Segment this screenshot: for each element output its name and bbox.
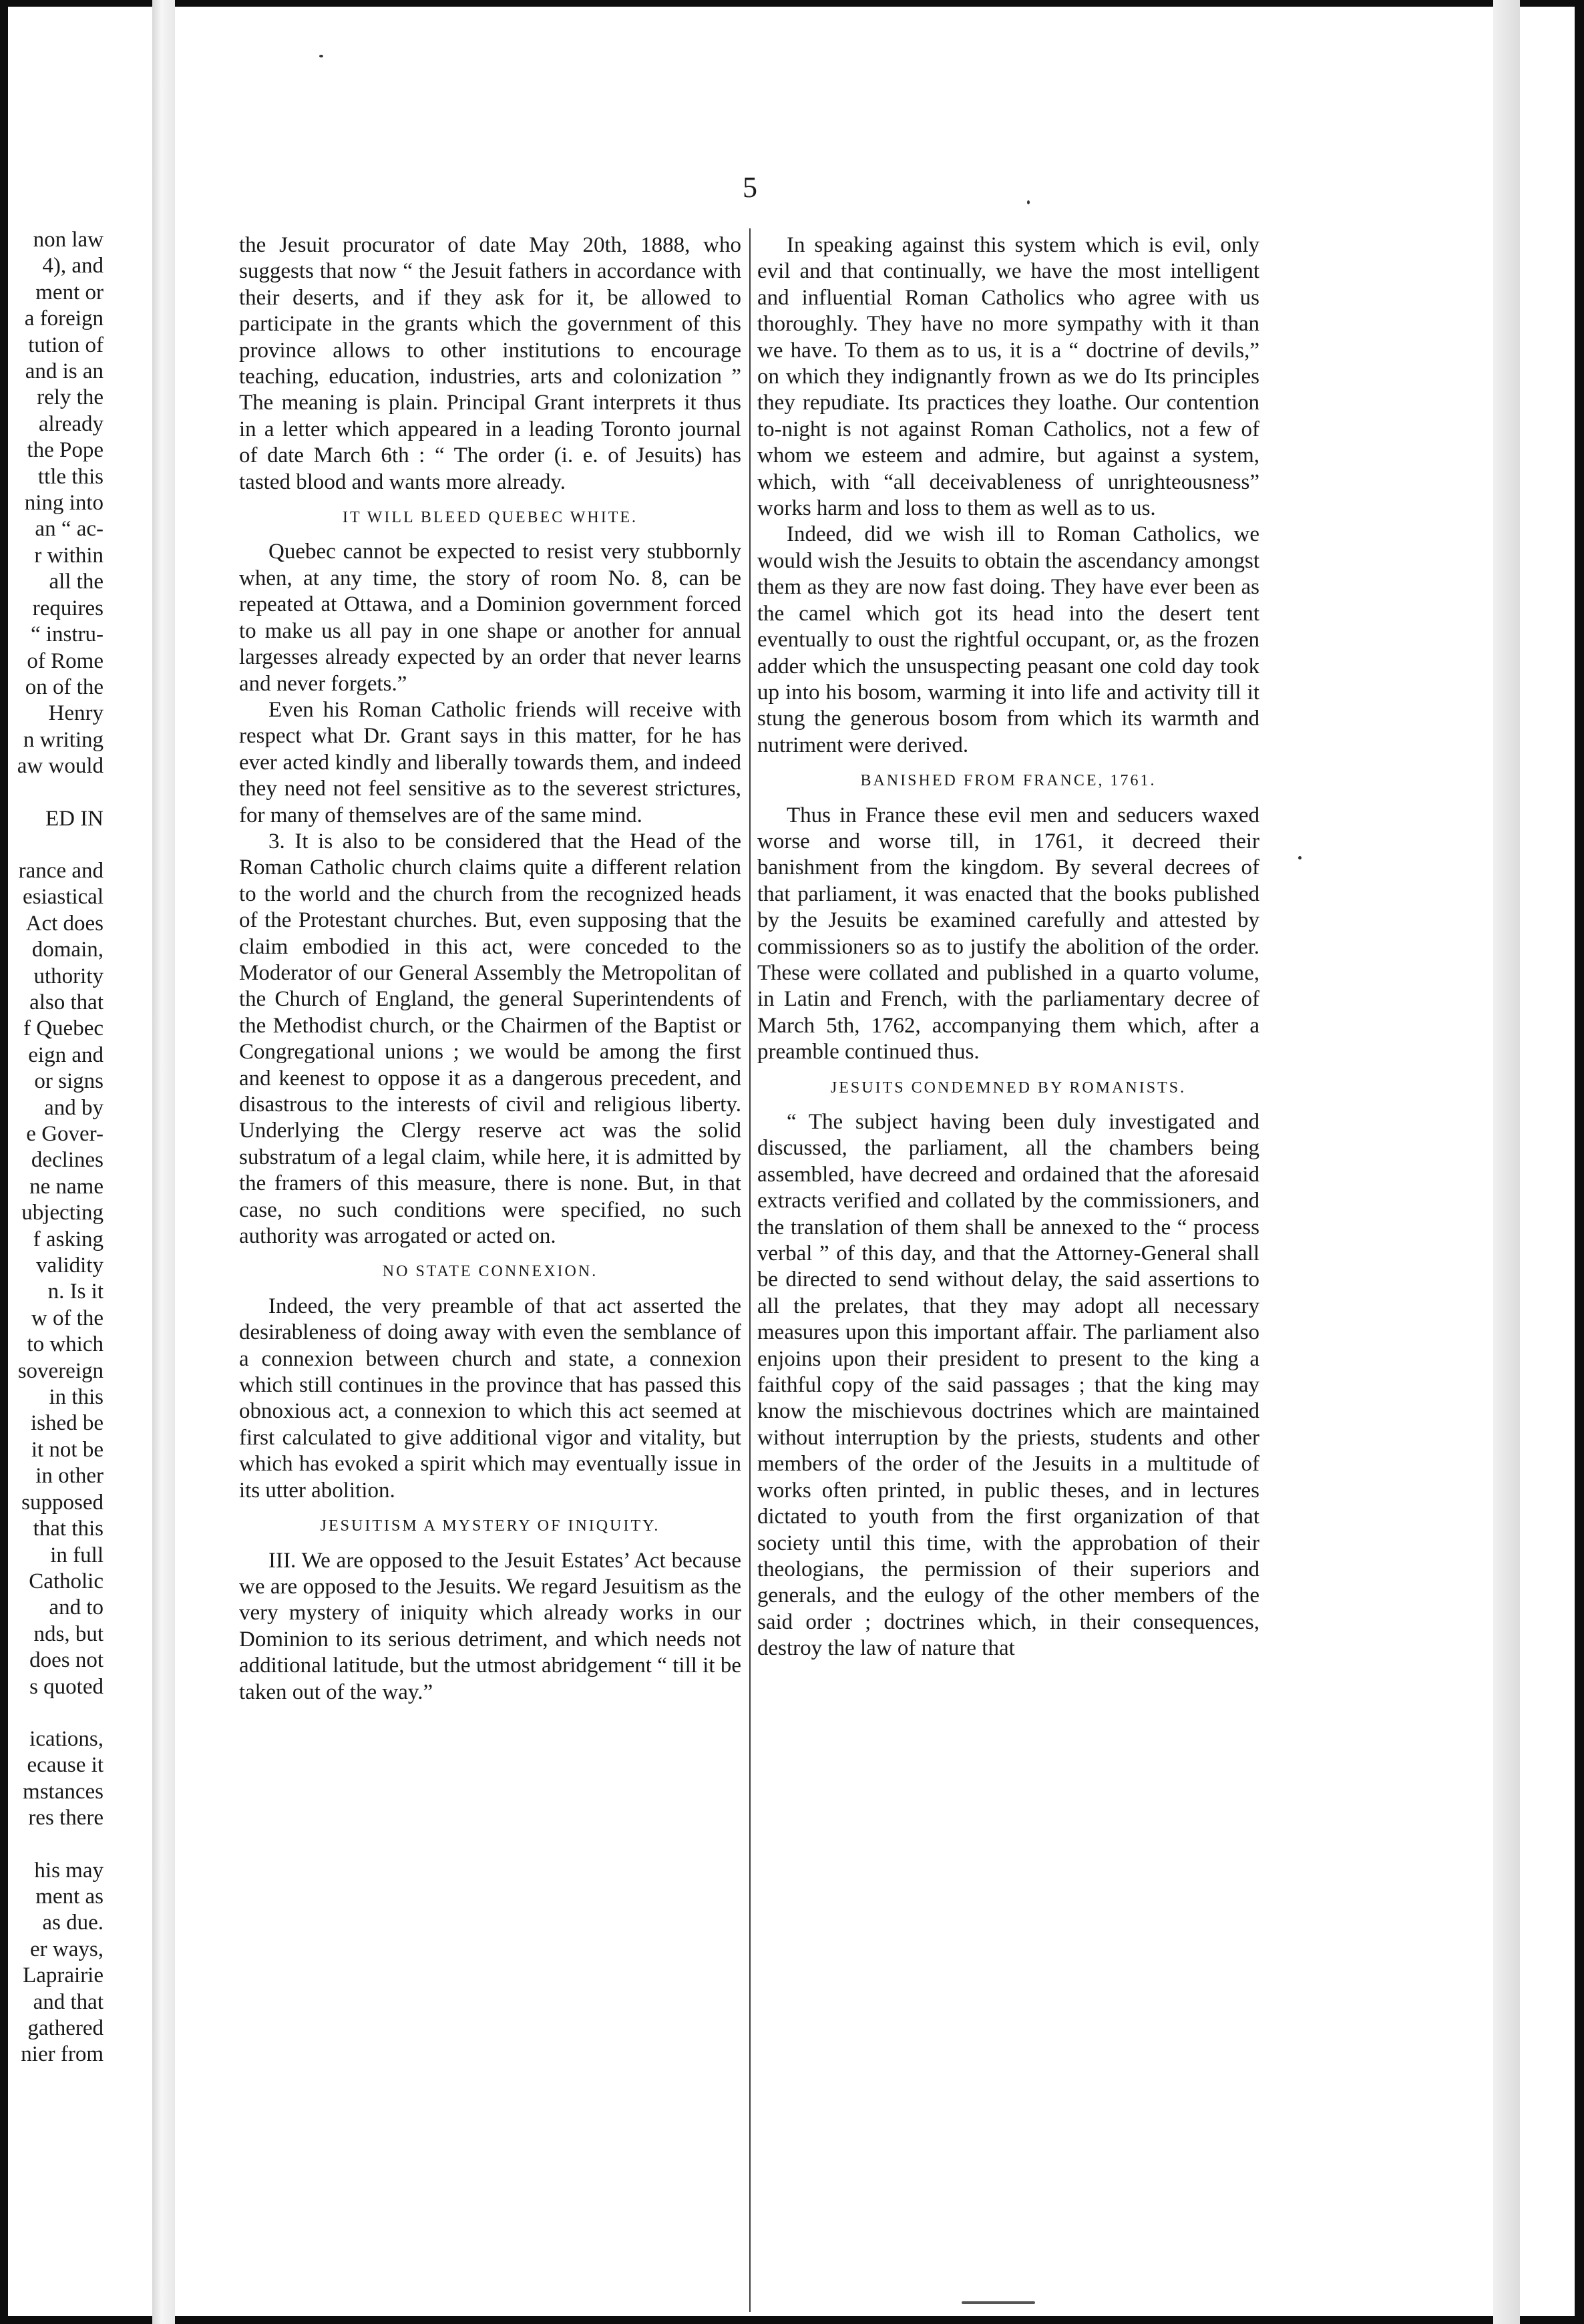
section-heading: BANISHED FROM FRANCE, 1761. (860, 772, 1157, 790)
prev-page-line: tution of (28, 333, 104, 357)
prev-page-line: as due. (42, 1911, 104, 1935)
prev-page-line: res there (28, 1806, 104, 1830)
prev-page-line: non law (33, 228, 104, 252)
paragraph: Indeed, the very preamble of that act asserted the desirableness of doing away with even the semblance of a connexion between church and state, a connexion which still continues in the province that has passed this obnoxious act, a connexion to which this act seemed at first calculated to give additional vigor and vitality, but which has evoked a spirit which may eventually issue in its utter abolition. (239, 1294, 741, 1503)
prev-page-line: mstances (23, 1779, 104, 1804)
prev-page-line: f asking (33, 1227, 104, 1251)
prev-page-line: in other (35, 1464, 104, 1489)
prev-page-line: nier from (21, 2042, 104, 2067)
paragraph: Thus in France these evil men and seducers waxed worse and worse till, in 1761, it decreed their banishment from the kingdom. By several decrees of that parliament, it was enacted that the books published by the Jesuits be examined carefully and attested by commissioners so as to justify the abolition of the order. These were collated and published in a quarto volume, in Latin and French, with the parliamentary decree of March 5th, 1762, accompanying them which, after a preamble continued thus. (757, 803, 1259, 1064)
scan-speck (1027, 200, 1030, 204)
prev-page-line: aw would (17, 754, 104, 779)
scan-border-right (1575, 0, 1584, 2324)
right-column (757, 232, 1259, 1662)
prev-page-line: f Quebec (23, 1016, 104, 1041)
prev-page-line: and by (44, 1095, 104, 1120)
prev-page-line: the Pope (27, 438, 104, 463)
prev-page-line: s quoted (29, 1674, 104, 1699)
prev-page-line: that this (33, 1517, 104, 1541)
section-heading: IT WILL BLEED QUEBEC WHITE. (342, 509, 638, 527)
paragraph: In speaking against this system which is evil, only evil and that continually, we have the most intelligent and influential Roman Catholics who agree with us thoroughly. They have no more sympathy with it than we have. To them as to us, it is a “ doctrine of devils,” on which they indignantly frown as we do Its principles they repudiate. Its practices they loathe. Our contention to-night is not against Roman Catholics, not a few of whom we esteem and admire, but against a system, which, with “all deceivableness of unrighteousness” works harm and loss to them as well as to us. (757, 233, 1259, 521)
prev-page-line: validity (36, 1253, 104, 1278)
scan-smudge (962, 2301, 1035, 2304)
section-heading: JESUITS CONDEMNED BY ROMANISTS. (830, 1079, 1187, 1097)
prev-page-line (0, 1832, 104, 1858)
prev-page-line: ished be (30, 1411, 104, 1436)
prev-page-line: gathered (27, 2016, 104, 2040)
paragraph: Even his Roman Catholic friends will receive with respect what Dr. Grant says in this matter, for he has ever acted kindly and liberally towards them, and indeed they need not feel sensitive as to the severest strictures, for many of themselves are of the same mind. (239, 697, 741, 827)
prev-page-line: on of the (25, 674, 104, 699)
scan-speck (1298, 856, 1302, 859)
section-heading: NO STATE CONNEXION. (382, 1263, 598, 1281)
prev-page-line: rance and (18, 858, 104, 883)
prev-page-line: supposed (21, 1490, 104, 1515)
prev-page-line: Act does (25, 911, 104, 936)
prev-page-line: or signs (34, 1069, 104, 1094)
prev-page-line: ications, (29, 1726, 104, 1751)
prev-page-line: ED IN (45, 806, 104, 831)
paragraph: the Jesuit procurator of date May 20th, 1888, who suggests that now “ the Jesuit fathers in accordance with their deserts, and if they ask for it, be allowed to participate in the grants which the government of this province allows to other institutions to encourage teaching, education, industries, arts and colonization ” The meaning is plain. Principal Grant interprets it thus in a letter which appeared in a leading Toronto journal of date March 6th : “ The order (i. e. of Jesuits) has tasted blood and wants more already. (239, 233, 741, 494)
prev-page-line: w of the (31, 1306, 104, 1330)
page-number: 5 (743, 171, 757, 204)
paragraph: 3. It is also to be considered that the Head of the Roman Catholic church claims quite a different relation to the world and the church from the recognized heads of the Protestant churches. But, even supposing that the claim embodied in this act, were conceded to the Moderator of our General Assembly the Metropolitan of the Church of England, the general Superintendents of the Methodist church, or the Chairmen of the Baptist or Congregational unions ; we would be among the first and keenest to oppose it as a dangerous precedent, and disastrous to the interests of civil and religious liberty. Underlying the Clergy reserve act was the solid substratum of a legal claim, while here, it is admitted by the framers of this measure, there is none. But, in that case, no such conditions were specified, no such authority was arrogated or acted on. (239, 829, 741, 1249)
paragraph: III. We are opposed to the Jesuit Estates’ Act because we are opposed to the Jesuits. We regard Jesuitism as the very mystery of iniquity which already works in our Dominion to its serious detriment, and which needs not additional latitude, but the utmost abridgement “ till it be taken out of the way.” (239, 1548, 741, 1704)
scan-speck (319, 55, 323, 57)
prev-page-line: requires (32, 596, 104, 620)
prev-page-line (0, 832, 104, 858)
paragraph: Quebec cannot be expected to resist very stubbornly when, at any time, the story of room No. 8, can be repeated at Ottawa, and a Dominion government forced to make us all pay in one shape or another for annual largesses already expected by an order that never learns and never forgets.” (239, 540, 741, 696)
prev-page-line: it not be (31, 1437, 104, 1462)
prev-page-line: rely the (37, 385, 104, 410)
page-edge-shadow (1493, 0, 1520, 2324)
section-heading: JESUITISM A MYSTERY OF INIQUITY. (320, 1517, 660, 1535)
prev-page-line: uthority (33, 964, 104, 988)
prev-page-line: esiastical (23, 885, 104, 910)
prev-page-line (0, 1700, 104, 1726)
prev-page-line: of Rome (27, 648, 104, 673)
prev-page-line: already (38, 411, 104, 436)
prev-page-line: does not (29, 1648, 104, 1673)
prev-page-line: ttle this (37, 464, 104, 489)
prev-page-line: Henry (48, 701, 104, 726)
scan-border-bottom (0, 2316, 1584, 2324)
previous-page-fragment (0, 227, 104, 2068)
prev-page-line: declines (31, 1148, 104, 1173)
prev-page-line: er ways, (30, 1937, 104, 1961)
prev-page-line: r within (34, 543, 104, 568)
prev-page-line: ment as (35, 1884, 104, 1909)
prev-page-line: domain, (31, 938, 104, 962)
prev-page-line: Laprairie (23, 1963, 104, 1988)
prev-page-line: ecause it (27, 1753, 104, 1778)
prev-page-line (0, 780, 104, 806)
prev-page-line: e Gover- (26, 1122, 104, 1146)
paragraph: “ The subject having been duly investigated and discussed, the parliament, all the chambers being assembled, have decreed and ordained that the aforesaid extracts verified and collated by the commissioners, and the translation of them shall be annexed to the “ process verbal ” of this day, and that the Attorney-General shall be directed to send without delay, the said assertions to all the prelates, that they may adopt all necessary measures upon this important affair. The parliament also enjoins upon their president to present to the king a faithful copy of the said passages ; that the king may know the mischievous doctrines which are maintained without interruption by the priests, students and other members of the order of the Jesuits in a multitude of works often printed, in public theses, and in lectures dictated to youth from the first organization of that society until this time, with the approbation of their theologians, the permission of their superiors and generals, and the eulogy of the other members of the said order ; doctrines which, in their consequences, destroy the law of nature that (757, 1110, 1259, 1661)
prev-page-line: a foreign (24, 307, 104, 331)
prev-page-line: in this (49, 1385, 104, 1410)
prev-page-line: also that (29, 990, 104, 1014)
prev-page-line: and that (33, 1989, 104, 2014)
prev-page-line: his may (34, 1858, 104, 1883)
scan-border-top (0, 0, 1584, 7)
prev-page-line: to which (27, 1332, 104, 1357)
prev-page-line: ment or (35, 280, 104, 305)
paragraph: Indeed, did we wish ill to Roman Catholics, we would wish the Jesuits to obtain the ascendancy amongst them as they are now fast doing. They have ever been as the camel which got its head into the desert tent eventually to oust the rightful occupant, or, as the frozen adder which the unsuspecting peasant one cold day took up into his bosom, warming it into life and activity till it stung the generous bosom from which its warmth and nutriment were derived. (757, 522, 1259, 757)
binding-gutter (152, 0, 175, 2324)
prev-page-line: and to (49, 1595, 104, 1620)
prev-page-line: n writing (23, 727, 104, 752)
prev-page-line: Catholic (29, 1569, 104, 1593)
prev-page-line: ne name (29, 1174, 104, 1199)
prev-page-line: ubjecting (21, 1201, 104, 1225)
prev-page-line: ning into (24, 491, 104, 516)
left-column (239, 232, 741, 1706)
prev-page-line: n. Is it (47, 1280, 104, 1304)
prev-page-line: sovereign (17, 1358, 104, 1383)
prev-page-line: “ instru- (30, 622, 104, 647)
prev-page-line: eign and (28, 1042, 104, 1067)
prev-page-line: and is an (25, 359, 104, 384)
prev-page-line: in full (50, 1543, 104, 1567)
prev-page-line: 4), and (42, 254, 104, 278)
column-divider (749, 228, 751, 2312)
prev-page-line: nds, but (33, 1621, 104, 1646)
prev-page-line: all the (49, 570, 104, 594)
prev-page-line: an “ ac- (35, 517, 104, 542)
